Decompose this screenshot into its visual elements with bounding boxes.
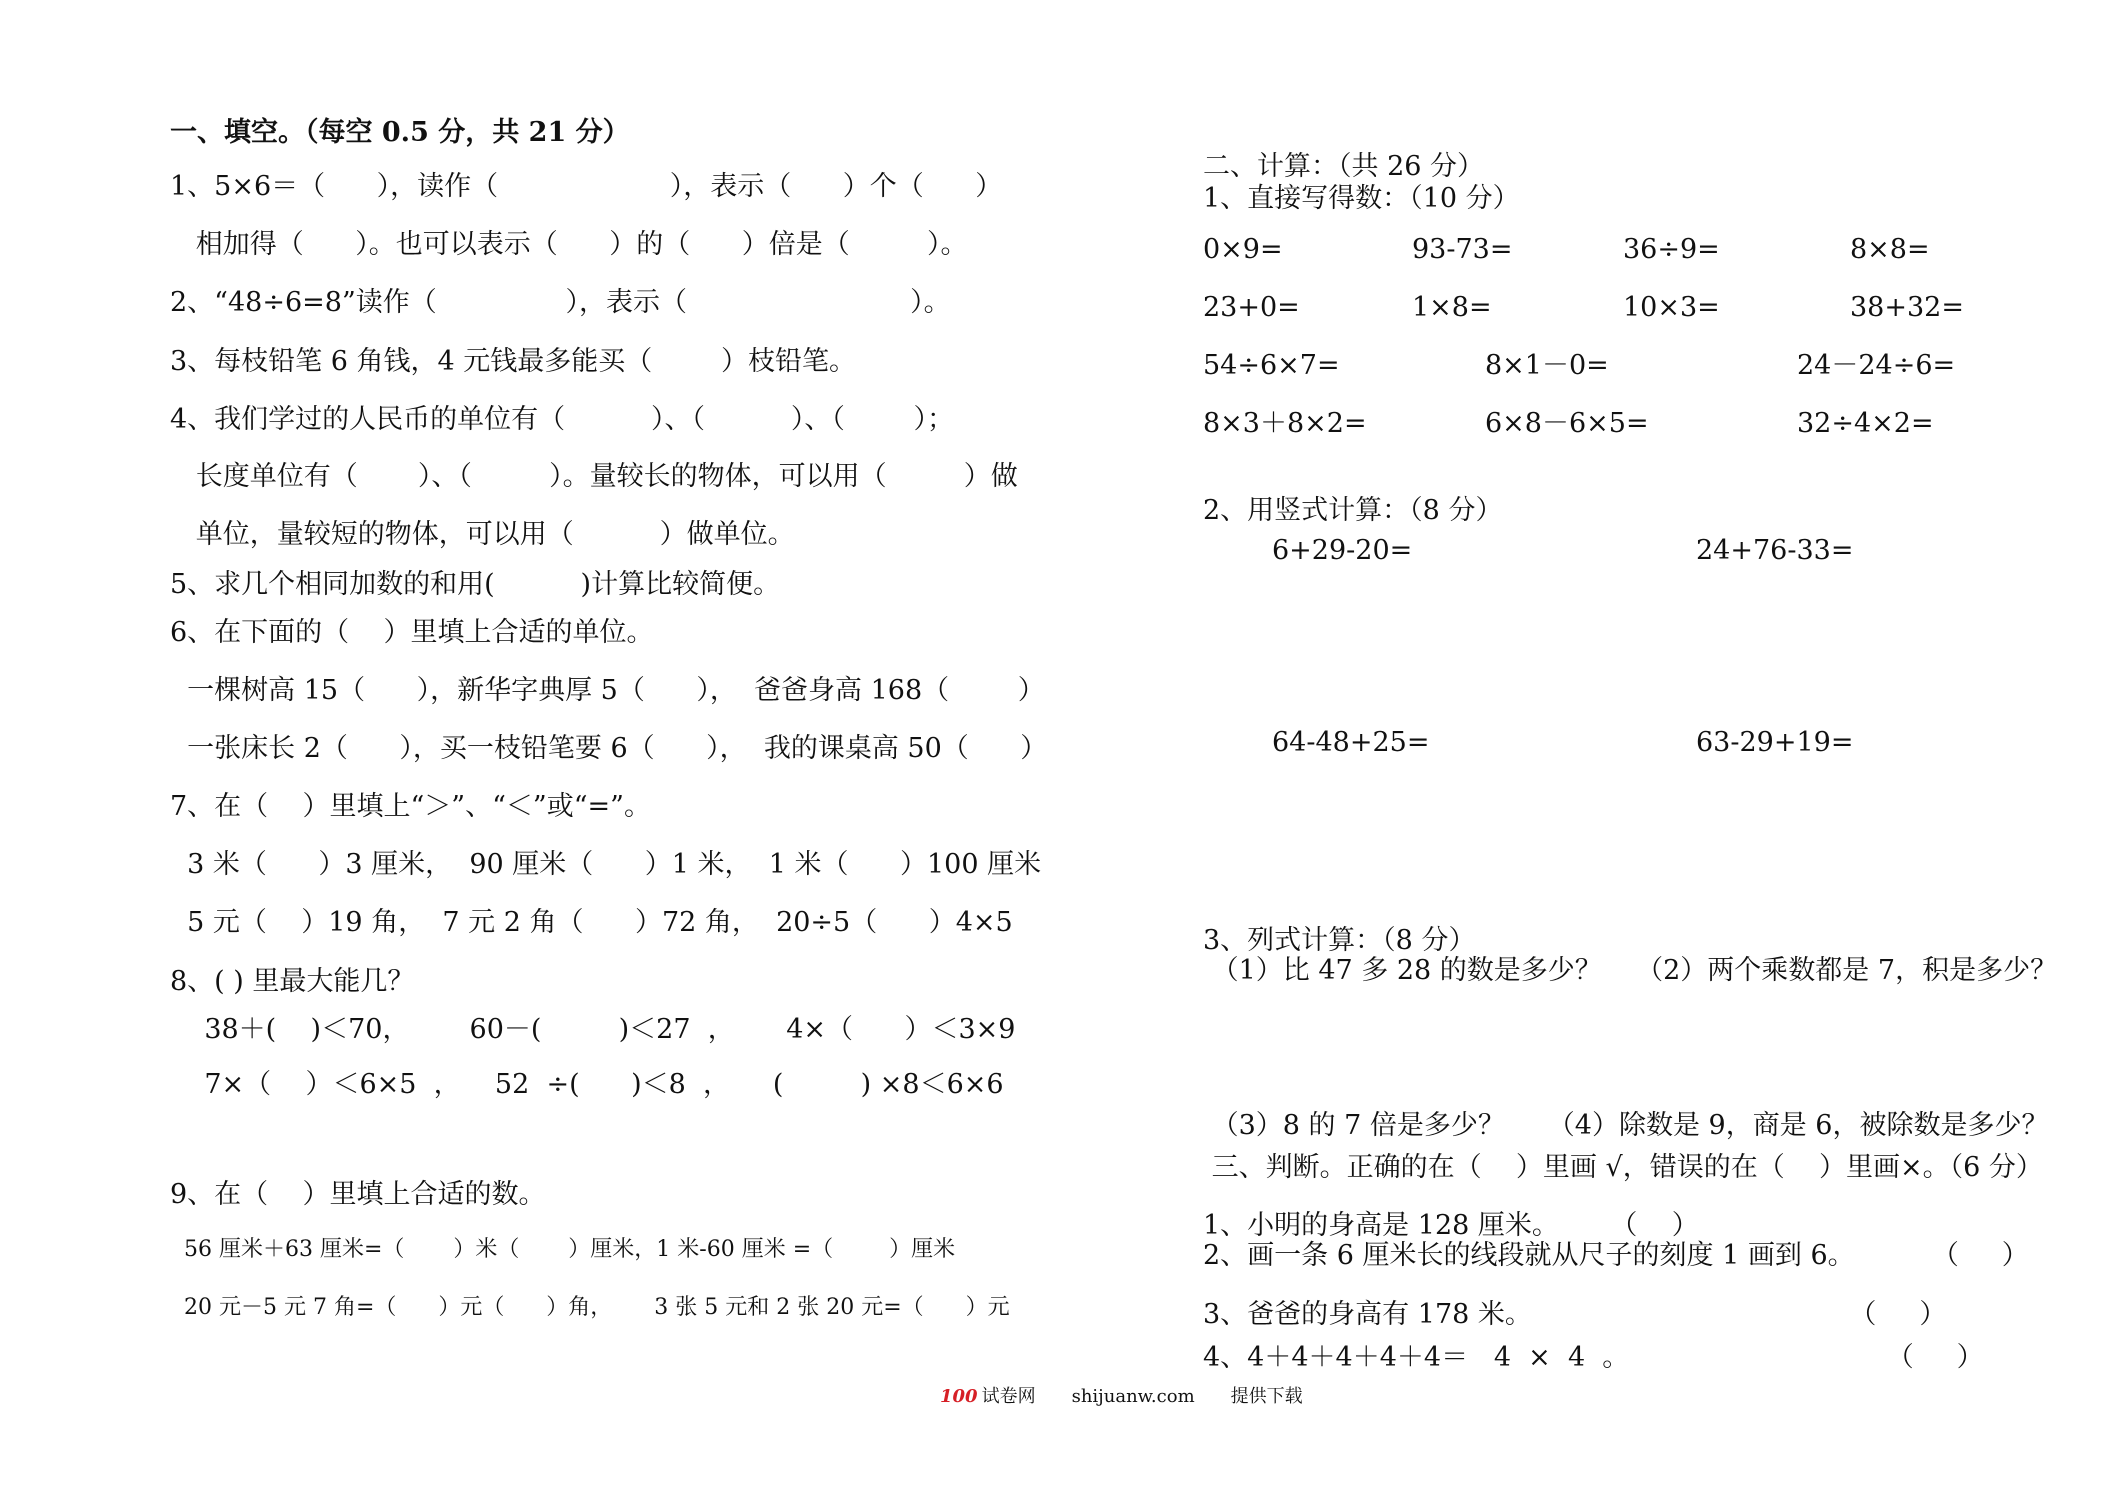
question-line: （3）8 的 7 倍是多少？ （4）除数是 9，商是 6，被除数是多少？: [1203, 1110, 2049, 1141]
question-line: 3、爸爸的身高有 178 米。 （ ）: [1203, 1299, 1947, 1330]
question-line: 5 元（ ）19 角， 7 元 2 角（ ）72 角， 20÷5（ ）4×5: [170, 907, 1013, 938]
question-line: （1）比 47 多 28 的数是多少？ （2）两个乘数都是 7，积是多少？: [1203, 955, 2058, 986]
question-line: 6+29-20=: [1272, 535, 1413, 566]
section-title: 一、填空。（每空 0.5 分，共 21 分）: [170, 117, 630, 148]
question-line: 3、列式计算：（8 分）: [1203, 925, 1476, 956]
question-line: 56 厘米＋63 厘米=（ ）米（ ）厘米，1 米-60 厘米 =（ ）厘米: [170, 1237, 956, 1262]
question-line: 一棵树高 15（ ），新华字典厚 5（ ）， 爸爸身高 168（ ）: [170, 675, 1045, 706]
question-line: 8×8=: [1850, 234, 1930, 265]
question-line: 23+0=: [1203, 292, 1300, 323]
question-line: 24－24÷6=: [1797, 350, 1956, 381]
footer-download: 提供下载: [1230, 1386, 1303, 1407]
question-line: 64-48+25=: [1272, 727, 1430, 758]
section-title: 二、计算：（共 26 分）: [1203, 151, 1485, 182]
question-line: 38＋( )＜70， 60－( )＜27 ， 4×（ ）＜3×9: [170, 1014, 1016, 1045]
question-line: 1、5×6＝（ ），读作（ ），表示（ ）个（ ）: [170, 171, 1003, 202]
question-line: 8×3＋8×2=: [1203, 408, 1367, 439]
question-line: 1×8=: [1412, 292, 1492, 323]
question-line: 3、每枝铅笔 6 角钱，4 元钱最多能买（ ）枝铅笔。: [170, 346, 856, 377]
question-line: 38+32=: [1850, 292, 1964, 323]
question-line: 32÷4×2=: [1797, 408, 1934, 439]
question-line: 1、小明的身高是 128 厘米。 （ ）: [1203, 1210, 1699, 1241]
question-line: 3 米（ ）3 厘米， 90 厘米（ ）1 米， 1 米（ ）100 厘米: [170, 849, 1042, 880]
question-line: 0×9=: [1203, 234, 1283, 265]
question-line: 8×1－0=: [1485, 350, 1609, 381]
question-line: 7、在（ ）里填上“＞”、“＜”或“=”。: [170, 791, 651, 822]
question-line: 相加得（ ）。也可以表示（ ）的（ ）倍是（ ）。: [170, 229, 968, 260]
question-line: 20 元－5 元 7 角=（ ）元（ ）角， 3 张 5 元和 2 张 20 元=（ ）元: [170, 1295, 1010, 1320]
question-line: 一张床长 2（ ），买一枝铅笔要 6（ ）， 我的课桌高 50（ ）: [170, 733, 1048, 764]
question-line: 2、“48÷6=8”读作（ ），表示（ ）。: [170, 287, 951, 318]
question-line: 2、画一条 6 厘米长的线段就从尺子的刻度 1 画到 6。 （ ）: [1203, 1240, 2029, 1271]
question-line: 6×8－6×5=: [1485, 408, 1649, 439]
question-line: 5、求几个相同加数的和用( )计算比较简便。: [170, 569, 781, 600]
footer-site-name: 试卷网: [981, 1386, 1036, 1407]
question-line: 6、在下面的（ ）里填上合适的单位。: [170, 617, 654, 648]
question-line: 36÷9=: [1623, 234, 1720, 265]
question-line: 7×（ ）＜6×5 ， 52 ÷( )＜8 ， ( ) ×8＜6×6: [170, 1069, 1004, 1100]
question-line: 10×3=: [1623, 292, 1720, 323]
question-line: 2、用竖式计算：（8 分）: [1203, 495, 1503, 526]
question-line: 93-73=: [1412, 234, 1513, 265]
question-line: 1、直接写得数：（10 分）: [1203, 183, 1520, 214]
question-line: 长度单位有（ ）、（ ）。量较长的物体，可以用（ ）做: [170, 461, 1018, 492]
question-line: 9、在（ ）里填上合适的数。: [170, 1179, 546, 1210]
question-line: 54÷6×7=: [1203, 350, 1340, 381]
section-title: 三、判断。正确的在（ ）里画 √，错误的在（ ）里画×。（6 分）: [1203, 1152, 2043, 1183]
question-line: 63-29+19=: [1696, 727, 1854, 758]
footer: [940, 1382, 1303, 1408]
question-line: 4、我们学过的人民币的单位有（ ）、（ ）、（ ）；: [170, 404, 954, 435]
brand-logo: 100: [940, 1386, 978, 1407]
footer-domain: shijuanw.com: [1071, 1386, 1195, 1407]
question-line: 4、4＋4＋4＋4＋4＝ 4 × 4 。 （ ）: [1203, 1342, 1984, 1373]
question-line: 24+76-33=: [1696, 535, 1854, 566]
question-line: 单位，量较短的物体，可以用（ ）做单位。: [170, 519, 795, 550]
question-line: 8、( ) 里最大能几？: [170, 966, 415, 997]
